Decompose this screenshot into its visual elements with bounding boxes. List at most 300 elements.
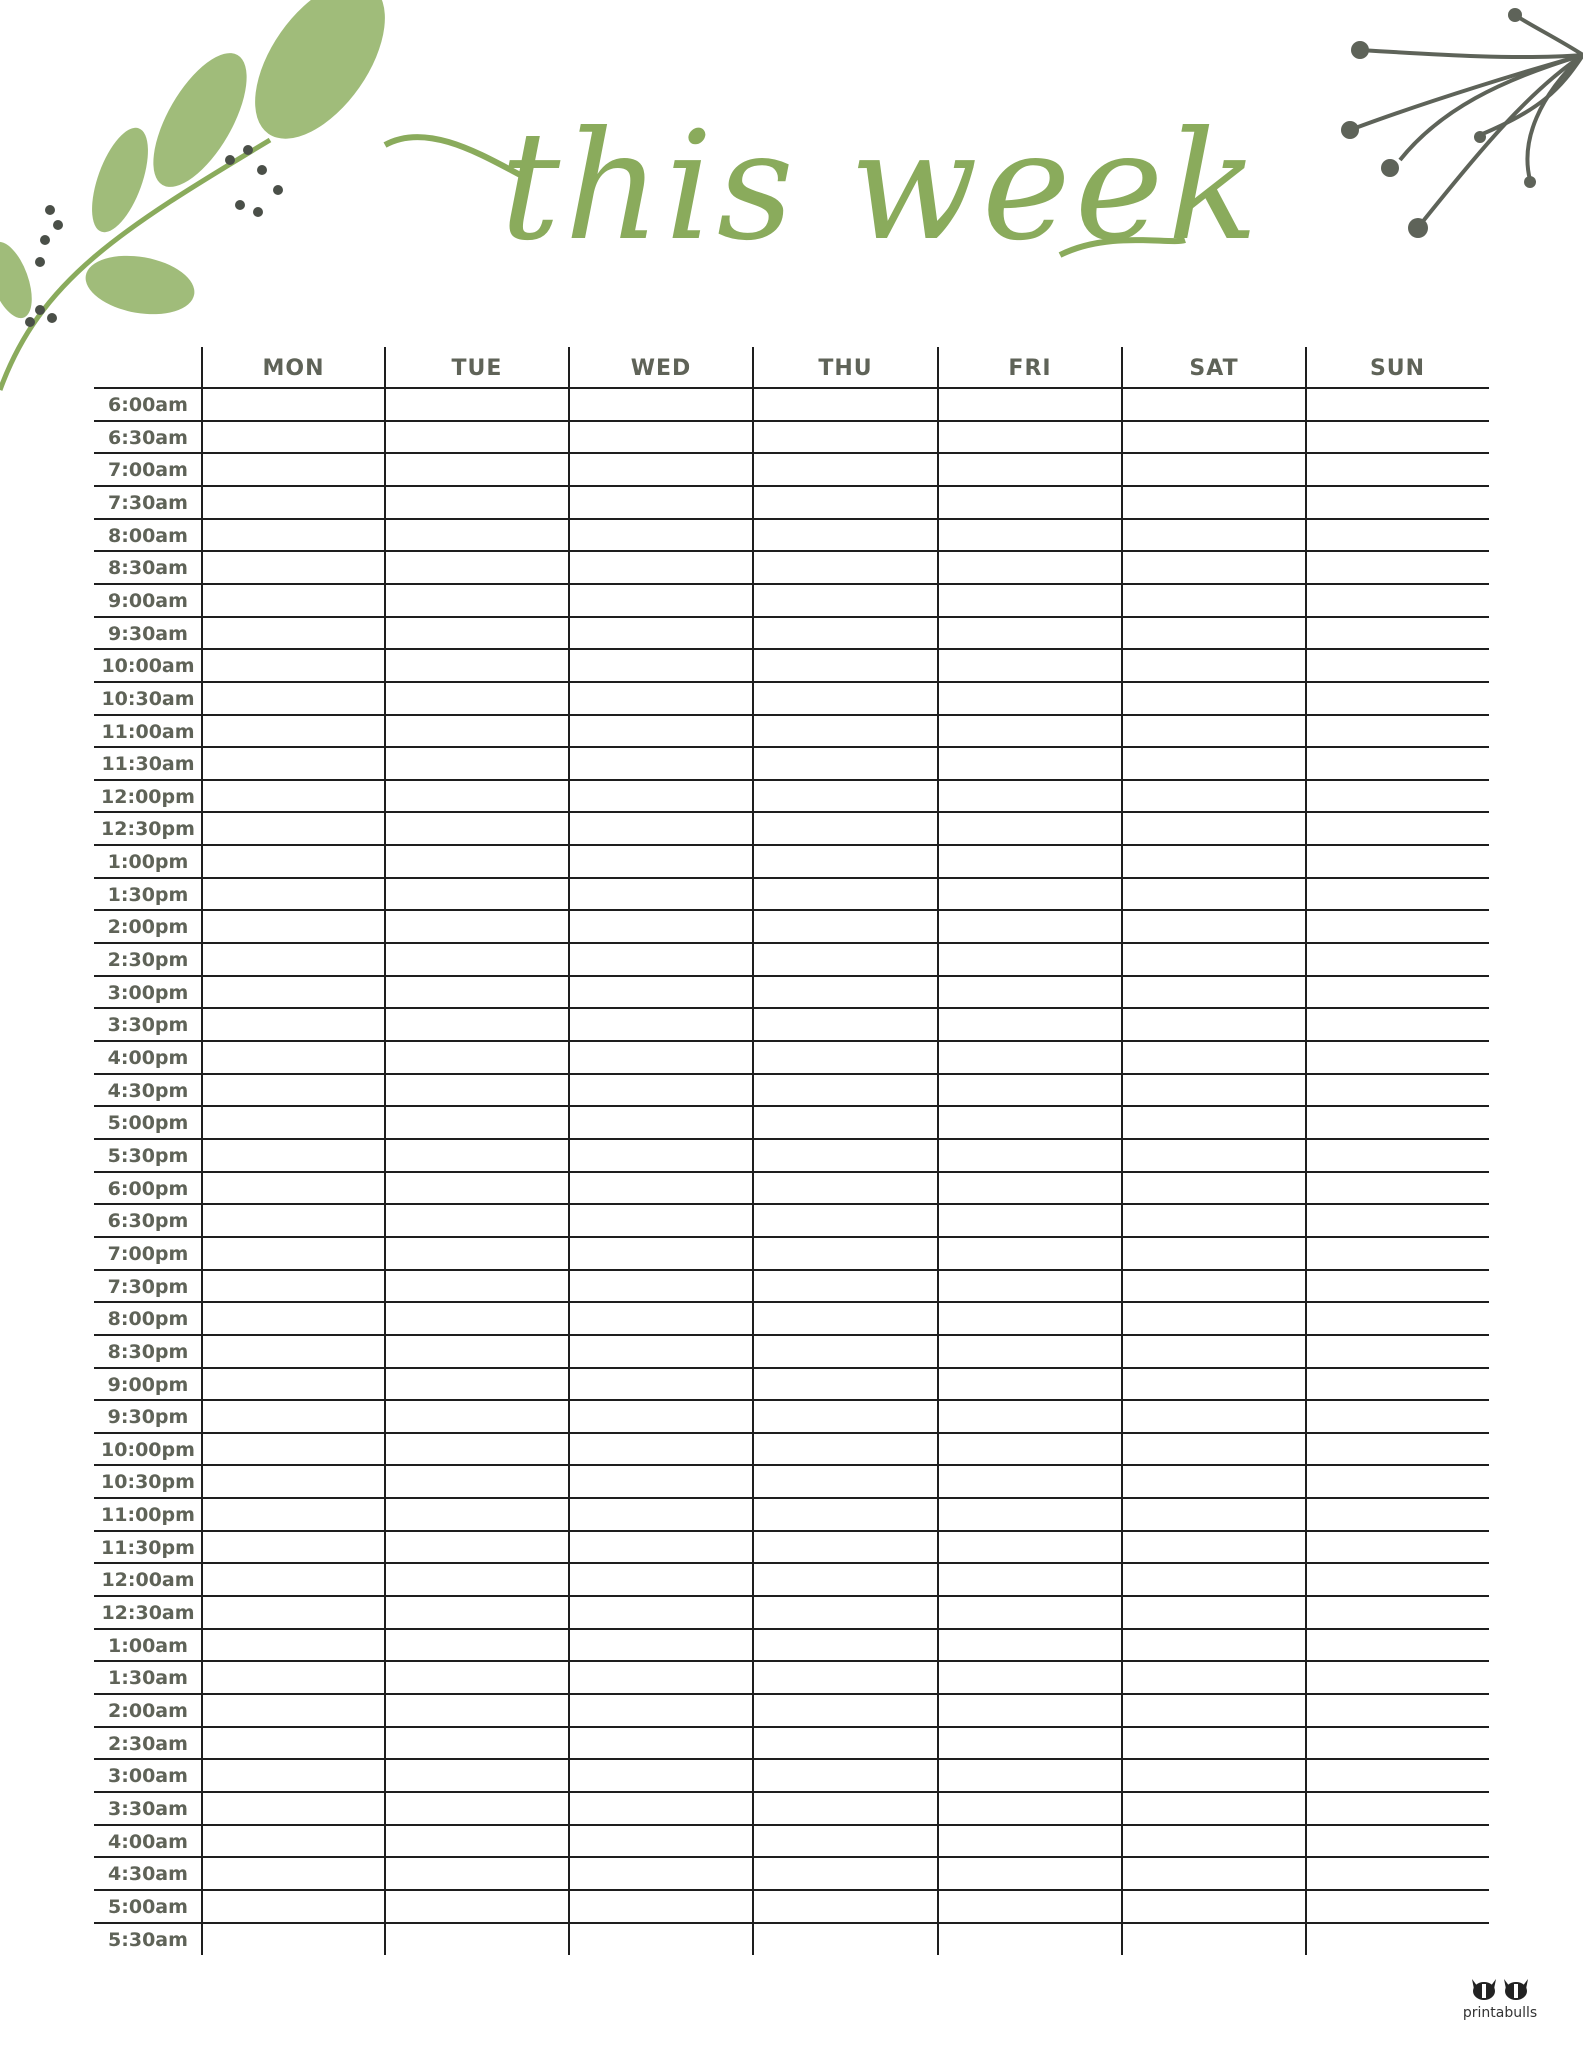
schedule-cell[interactable]	[204, 1532, 384, 1562]
schedule-cell[interactable]	[1308, 1826, 1488, 1856]
schedule-cell[interactable]	[940, 748, 1121, 778]
schedule-cell[interactable]	[204, 781, 384, 811]
schedule-cell[interactable]	[940, 1238, 1121, 1268]
schedule-cell[interactable]	[940, 1532, 1121, 1562]
schedule-cell[interactable]	[571, 1826, 752, 1856]
schedule-cell[interactable]	[755, 1924, 937, 1954]
schedule-cell[interactable]	[204, 1336, 384, 1366]
schedule-cell[interactable]	[387, 1760, 568, 1790]
schedule-cell[interactable]	[1308, 1793, 1488, 1823]
schedule-cell[interactable]	[1124, 683, 1305, 713]
schedule-cell[interactable]	[1124, 1597, 1305, 1627]
schedule-cell[interactable]	[1308, 1891, 1488, 1921]
schedule-cell[interactable]	[755, 1205, 937, 1235]
schedule-cell[interactable]	[387, 1238, 568, 1268]
schedule-cell[interactable]	[571, 1075, 752, 1105]
schedule-cell[interactable]	[1308, 1662, 1488, 1692]
schedule-cell[interactable]	[571, 1173, 752, 1203]
schedule-cell[interactable]	[1124, 1499, 1305, 1529]
schedule-cell[interactable]	[940, 1303, 1121, 1333]
schedule-cell[interactable]	[1308, 781, 1488, 811]
schedule-cell[interactable]	[387, 977, 568, 1007]
schedule-cell[interactable]	[1308, 1695, 1488, 1725]
schedule-cell[interactable]	[571, 650, 752, 680]
schedule-cell[interactable]	[204, 1826, 384, 1856]
schedule-cell[interactable]	[755, 1140, 937, 1170]
schedule-cell[interactable]	[1124, 1075, 1305, 1105]
schedule-cell[interactable]	[1124, 1271, 1305, 1301]
schedule-cell[interactable]	[387, 1466, 568, 1496]
schedule-cell[interactable]	[1308, 813, 1488, 843]
schedule-cell[interactable]	[571, 520, 752, 550]
schedule-cell[interactable]	[571, 1401, 752, 1431]
schedule-cell[interactable]	[755, 716, 937, 746]
schedule-cell[interactable]	[755, 1238, 937, 1268]
schedule-cell[interactable]	[940, 422, 1121, 452]
schedule-cell[interactable]	[1124, 1826, 1305, 1856]
schedule-cell[interactable]	[1124, 1107, 1305, 1137]
schedule-cell[interactable]	[571, 911, 752, 941]
schedule-cell[interactable]	[204, 1140, 384, 1170]
schedule-cell[interactable]	[755, 944, 937, 974]
schedule-cell[interactable]	[387, 1042, 568, 1072]
schedule-cell[interactable]	[387, 650, 568, 680]
schedule-cell[interactable]	[755, 1075, 937, 1105]
schedule-cell[interactable]	[204, 1597, 384, 1627]
schedule-cell[interactable]	[571, 1499, 752, 1529]
schedule-cell[interactable]	[1308, 748, 1488, 778]
schedule-cell[interactable]	[571, 781, 752, 811]
schedule-cell[interactable]	[755, 1303, 937, 1333]
schedule-cell[interactable]	[755, 846, 937, 876]
schedule-cell[interactable]	[204, 944, 384, 974]
schedule-cell[interactable]	[571, 1597, 752, 1627]
schedule-cell[interactable]	[387, 846, 568, 876]
schedule-cell[interactable]	[1308, 1238, 1488, 1268]
schedule-cell[interactable]	[204, 716, 384, 746]
schedule-cell[interactable]	[940, 1042, 1121, 1072]
schedule-cell[interactable]	[571, 1140, 752, 1170]
schedule-cell[interactable]	[940, 1140, 1121, 1170]
schedule-cell[interactable]	[571, 1760, 752, 1790]
schedule-cell[interactable]	[204, 1271, 384, 1301]
schedule-cell[interactable]	[1308, 1271, 1488, 1301]
schedule-cell[interactable]	[571, 1271, 752, 1301]
schedule-cell[interactable]	[571, 422, 752, 452]
schedule-cell[interactable]	[1124, 454, 1305, 484]
schedule-cell[interactable]	[1308, 1760, 1488, 1790]
schedule-cell[interactable]	[387, 1075, 568, 1105]
schedule-cell[interactable]	[1308, 487, 1488, 517]
schedule-cell[interactable]	[204, 977, 384, 1007]
schedule-cell[interactable]	[1308, 422, 1488, 452]
schedule-cell[interactable]	[387, 1695, 568, 1725]
schedule-cell[interactable]	[1124, 1303, 1305, 1333]
schedule-cell[interactable]	[940, 650, 1121, 680]
schedule-cell[interactable]	[1308, 879, 1488, 909]
schedule-cell[interactable]	[571, 389, 752, 419]
schedule-cell[interactable]	[204, 585, 384, 615]
schedule-cell[interactable]	[940, 1107, 1121, 1137]
schedule-cell[interactable]	[755, 1597, 937, 1627]
schedule-cell[interactable]	[1124, 422, 1305, 452]
schedule-cell[interactable]	[940, 1695, 1121, 1725]
schedule-cell[interactable]	[755, 1173, 937, 1203]
schedule-cell[interactable]	[1308, 1564, 1488, 1594]
schedule-cell[interactable]	[755, 1630, 937, 1660]
schedule-cell[interactable]	[1308, 1173, 1488, 1203]
schedule-cell[interactable]	[204, 1303, 384, 1333]
schedule-cell[interactable]	[387, 1728, 568, 1758]
schedule-cell[interactable]	[387, 487, 568, 517]
schedule-cell[interactable]	[1124, 1205, 1305, 1235]
schedule-cell[interactable]	[940, 1630, 1121, 1660]
schedule-cell[interactable]	[1124, 618, 1305, 648]
schedule-cell[interactable]	[940, 1075, 1121, 1105]
schedule-cell[interactable]	[571, 1205, 752, 1235]
schedule-cell[interactable]	[1308, 1009, 1488, 1039]
schedule-cell[interactable]	[1124, 911, 1305, 941]
schedule-cell[interactable]	[940, 585, 1121, 615]
schedule-cell[interactable]	[1308, 1140, 1488, 1170]
schedule-cell[interactable]	[755, 1793, 937, 1823]
schedule-cell[interactable]	[940, 1793, 1121, 1823]
schedule-cell[interactable]	[387, 1793, 568, 1823]
schedule-cell[interactable]	[387, 1499, 568, 1529]
schedule-cell[interactable]	[755, 1662, 937, 1692]
schedule-cell[interactable]	[1124, 487, 1305, 517]
schedule-cell[interactable]	[940, 1760, 1121, 1790]
schedule-cell[interactable]	[940, 1369, 1121, 1399]
schedule-cell[interactable]	[1308, 1205, 1488, 1235]
schedule-cell[interactable]	[387, 1009, 568, 1039]
schedule-cell[interactable]	[1124, 552, 1305, 582]
schedule-cell[interactable]	[571, 716, 752, 746]
schedule-cell[interactable]	[755, 683, 937, 713]
schedule-cell[interactable]	[940, 977, 1121, 1007]
schedule-cell[interactable]	[940, 487, 1121, 517]
schedule-cell[interactable]	[1124, 977, 1305, 1007]
schedule-cell[interactable]	[571, 1858, 752, 1888]
schedule-cell[interactable]	[204, 1369, 384, 1399]
schedule-cell[interactable]	[755, 911, 937, 941]
schedule-cell[interactable]	[940, 1466, 1121, 1496]
schedule-cell[interactable]	[387, 1630, 568, 1660]
schedule-cell[interactable]	[1124, 1434, 1305, 1464]
schedule-cell[interactable]	[940, 1597, 1121, 1627]
schedule-cell[interactable]	[1124, 1140, 1305, 1170]
schedule-cell[interactable]	[204, 846, 384, 876]
schedule-cell[interactable]	[204, 813, 384, 843]
schedule-cell[interactable]	[387, 1173, 568, 1203]
schedule-cell[interactable]	[755, 389, 937, 419]
schedule-cell[interactable]	[204, 520, 384, 550]
schedule-cell[interactable]	[755, 422, 937, 452]
schedule-cell[interactable]	[1124, 944, 1305, 974]
schedule-cell[interactable]	[204, 422, 384, 452]
schedule-cell[interactable]	[755, 1891, 937, 1921]
schedule-cell[interactable]	[940, 1858, 1121, 1888]
schedule-cell[interactable]	[755, 552, 937, 582]
schedule-cell[interactable]	[204, 454, 384, 484]
schedule-cell[interactable]	[1308, 1499, 1488, 1529]
schedule-cell[interactable]	[387, 422, 568, 452]
schedule-cell[interactable]	[387, 781, 568, 811]
schedule-cell[interactable]	[1308, 1466, 1488, 1496]
schedule-cell[interactable]	[1124, 1401, 1305, 1431]
schedule-cell[interactable]	[571, 1336, 752, 1366]
schedule-cell[interactable]	[204, 1728, 384, 1758]
schedule-cell[interactable]	[755, 1826, 937, 1856]
schedule-cell[interactable]	[387, 552, 568, 582]
schedule-cell[interactable]	[387, 1336, 568, 1366]
schedule-cell[interactable]	[755, 520, 937, 550]
schedule-cell[interactable]	[387, 1826, 568, 1856]
schedule-cell[interactable]	[1308, 846, 1488, 876]
schedule-cell[interactable]	[571, 1891, 752, 1921]
schedule-cell[interactable]	[1308, 618, 1488, 648]
schedule-cell[interactable]	[1124, 1760, 1305, 1790]
schedule-cell[interactable]	[755, 1271, 937, 1301]
schedule-cell[interactable]	[204, 1924, 384, 1954]
schedule-cell[interactable]	[571, 1107, 752, 1137]
schedule-cell[interactable]	[755, 813, 937, 843]
schedule-cell[interactable]	[1124, 846, 1305, 876]
schedule-cell[interactable]	[1124, 1891, 1305, 1921]
schedule-cell[interactable]	[571, 1466, 752, 1496]
schedule-cell[interactable]	[1124, 1238, 1305, 1268]
schedule-cell[interactable]	[940, 1662, 1121, 1692]
schedule-cell[interactable]	[204, 1434, 384, 1464]
schedule-cell[interactable]	[387, 879, 568, 909]
schedule-cell[interactable]	[571, 1793, 752, 1823]
schedule-cell[interactable]	[1308, 552, 1488, 582]
schedule-cell[interactable]	[755, 487, 937, 517]
schedule-cell[interactable]	[204, 748, 384, 778]
schedule-cell[interactable]	[1124, 1793, 1305, 1823]
schedule-cell[interactable]	[1124, 716, 1305, 746]
schedule-cell[interactable]	[1308, 1075, 1488, 1105]
schedule-cell[interactable]	[1308, 1858, 1488, 1888]
schedule-cell[interactable]	[571, 1009, 752, 1039]
schedule-cell[interactable]	[387, 716, 568, 746]
schedule-cell[interactable]	[571, 552, 752, 582]
schedule-cell[interactable]	[940, 1434, 1121, 1464]
schedule-cell[interactable]	[387, 520, 568, 550]
schedule-cell[interactable]	[571, 1369, 752, 1399]
schedule-cell[interactable]	[204, 618, 384, 648]
schedule-cell[interactable]	[940, 1826, 1121, 1856]
schedule-cell[interactable]	[940, 454, 1121, 484]
schedule-cell[interactable]	[755, 454, 937, 484]
schedule-cell[interactable]	[1124, 1630, 1305, 1660]
schedule-cell[interactable]	[387, 1369, 568, 1399]
schedule-cell[interactable]	[940, 1271, 1121, 1301]
schedule-cell[interactable]	[755, 650, 937, 680]
schedule-cell[interactable]	[755, 977, 937, 1007]
schedule-cell[interactable]	[571, 944, 752, 974]
schedule-cell[interactable]	[204, 1760, 384, 1790]
schedule-cell[interactable]	[204, 1042, 384, 1072]
schedule-cell[interactable]	[1308, 1630, 1488, 1660]
schedule-cell[interactable]	[571, 1303, 752, 1333]
schedule-cell[interactable]	[1308, 454, 1488, 484]
schedule-cell[interactable]	[204, 683, 384, 713]
schedule-cell[interactable]	[204, 1009, 384, 1039]
schedule-cell[interactable]	[1308, 650, 1488, 680]
schedule-cell[interactable]	[387, 1107, 568, 1137]
schedule-cell[interactable]	[204, 879, 384, 909]
schedule-cell[interactable]	[1308, 1107, 1488, 1137]
schedule-cell[interactable]	[204, 1891, 384, 1921]
schedule-cell[interactable]	[204, 1075, 384, 1105]
schedule-cell[interactable]	[387, 454, 568, 484]
schedule-cell[interactable]	[571, 1238, 752, 1268]
schedule-cell[interactable]	[387, 1532, 568, 1562]
schedule-cell[interactable]	[204, 911, 384, 941]
schedule-cell[interactable]	[204, 1205, 384, 1235]
schedule-cell[interactable]	[571, 1630, 752, 1660]
schedule-cell[interactable]	[1124, 520, 1305, 550]
schedule-cell[interactable]	[940, 1401, 1121, 1431]
schedule-cell[interactable]	[755, 1564, 937, 1594]
schedule-cell[interactable]	[1308, 1434, 1488, 1464]
schedule-cell[interactable]	[1124, 1728, 1305, 1758]
schedule-cell[interactable]	[571, 1924, 752, 1954]
schedule-cell[interactable]	[940, 1205, 1121, 1235]
schedule-cell[interactable]	[1124, 585, 1305, 615]
schedule-cell[interactable]	[940, 944, 1121, 974]
schedule-cell[interactable]	[387, 683, 568, 713]
schedule-cell[interactable]	[940, 389, 1121, 419]
schedule-cell[interactable]	[571, 1042, 752, 1072]
schedule-cell[interactable]	[204, 1662, 384, 1692]
schedule-cell[interactable]	[940, 1499, 1121, 1529]
schedule-cell[interactable]	[1308, 389, 1488, 419]
schedule-cell[interactable]	[755, 1858, 937, 1888]
schedule-cell[interactable]	[940, 911, 1121, 941]
schedule-cell[interactable]	[1124, 650, 1305, 680]
schedule-cell[interactable]	[940, 1728, 1121, 1758]
schedule-cell[interactable]	[204, 1466, 384, 1496]
schedule-cell[interactable]	[755, 1107, 937, 1137]
schedule-cell[interactable]	[204, 1858, 384, 1888]
schedule-cell[interactable]	[940, 1009, 1121, 1039]
schedule-cell[interactable]	[204, 1630, 384, 1660]
schedule-cell[interactable]	[387, 1891, 568, 1921]
schedule-cell[interactable]	[571, 748, 752, 778]
schedule-cell[interactable]	[755, 1042, 937, 1072]
schedule-cell[interactable]	[940, 813, 1121, 843]
schedule-cell[interactable]	[1124, 1858, 1305, 1888]
schedule-cell[interactable]	[755, 748, 937, 778]
schedule-cell[interactable]	[940, 1336, 1121, 1366]
schedule-cell[interactable]	[940, 618, 1121, 648]
schedule-cell[interactable]	[755, 1369, 937, 1399]
schedule-cell[interactable]	[1124, 1695, 1305, 1725]
schedule-cell[interactable]	[755, 1695, 937, 1725]
schedule-cell[interactable]	[1124, 813, 1305, 843]
schedule-cell[interactable]	[571, 487, 752, 517]
schedule-cell[interactable]	[204, 1499, 384, 1529]
schedule-cell[interactable]	[387, 944, 568, 974]
schedule-cell[interactable]	[755, 781, 937, 811]
schedule-cell[interactable]	[571, 813, 752, 843]
schedule-cell[interactable]	[1308, 520, 1488, 550]
schedule-cell[interactable]	[387, 1564, 568, 1594]
schedule-cell[interactable]	[1124, 1336, 1305, 1366]
schedule-cell[interactable]	[571, 585, 752, 615]
schedule-cell[interactable]	[1124, 1532, 1305, 1562]
schedule-cell[interactable]	[387, 1924, 568, 1954]
schedule-cell[interactable]	[204, 1695, 384, 1725]
schedule-cell[interactable]	[387, 618, 568, 648]
schedule-cell[interactable]	[387, 1858, 568, 1888]
schedule-cell[interactable]	[1308, 944, 1488, 974]
schedule-cell[interactable]	[940, 781, 1121, 811]
schedule-cell[interactable]	[571, 879, 752, 909]
schedule-cell[interactable]	[940, 1891, 1121, 1921]
schedule-cell[interactable]	[387, 389, 568, 419]
schedule-cell[interactable]	[1308, 683, 1488, 713]
schedule-cell[interactable]	[571, 1695, 752, 1725]
schedule-cell[interactable]	[940, 683, 1121, 713]
schedule-cell[interactable]	[755, 879, 937, 909]
schedule-cell[interactable]	[387, 748, 568, 778]
schedule-cell[interactable]	[387, 585, 568, 615]
schedule-cell[interactable]	[387, 1205, 568, 1235]
schedule-cell[interactable]	[1308, 1728, 1488, 1758]
schedule-cell[interactable]	[387, 911, 568, 941]
schedule-cell[interactable]	[571, 1564, 752, 1594]
schedule-cell[interactable]	[387, 1401, 568, 1431]
schedule-cell[interactable]	[204, 650, 384, 680]
schedule-cell[interactable]	[755, 1728, 937, 1758]
schedule-cell[interactable]	[755, 1760, 937, 1790]
schedule-cell[interactable]	[204, 389, 384, 419]
schedule-cell[interactable]	[755, 1499, 937, 1529]
schedule-cell[interactable]	[1308, 1369, 1488, 1399]
schedule-cell[interactable]	[1124, 1009, 1305, 1039]
schedule-cell[interactable]	[1308, 1532, 1488, 1562]
schedule-cell[interactable]	[1124, 1924, 1305, 1954]
schedule-cell[interactable]	[571, 618, 752, 648]
schedule-cell[interactable]	[1308, 1303, 1488, 1333]
schedule-cell[interactable]	[387, 1140, 568, 1170]
schedule-cell[interactable]	[1308, 1042, 1488, 1072]
schedule-cell[interactable]	[204, 1173, 384, 1203]
schedule-cell[interactable]	[755, 585, 937, 615]
schedule-cell[interactable]	[204, 1107, 384, 1137]
schedule-cell[interactable]	[204, 1238, 384, 1268]
schedule-cell[interactable]	[571, 1728, 752, 1758]
schedule-cell[interactable]	[204, 1793, 384, 1823]
schedule-cell[interactable]	[755, 1532, 937, 1562]
schedule-cell[interactable]	[755, 1401, 937, 1431]
schedule-cell[interactable]	[571, 1532, 752, 1562]
schedule-cell[interactable]	[1124, 1564, 1305, 1594]
schedule-cell[interactable]	[1308, 585, 1488, 615]
schedule-cell[interactable]	[571, 1662, 752, 1692]
schedule-cell[interactable]	[204, 1401, 384, 1431]
schedule-cell[interactable]	[204, 487, 384, 517]
schedule-cell[interactable]	[387, 1597, 568, 1627]
schedule-cell[interactable]	[755, 1466, 937, 1496]
schedule-cell[interactable]	[940, 1564, 1121, 1594]
schedule-cell[interactable]	[571, 683, 752, 713]
schedule-cell[interactable]	[1308, 977, 1488, 1007]
schedule-cell[interactable]	[204, 1564, 384, 1594]
